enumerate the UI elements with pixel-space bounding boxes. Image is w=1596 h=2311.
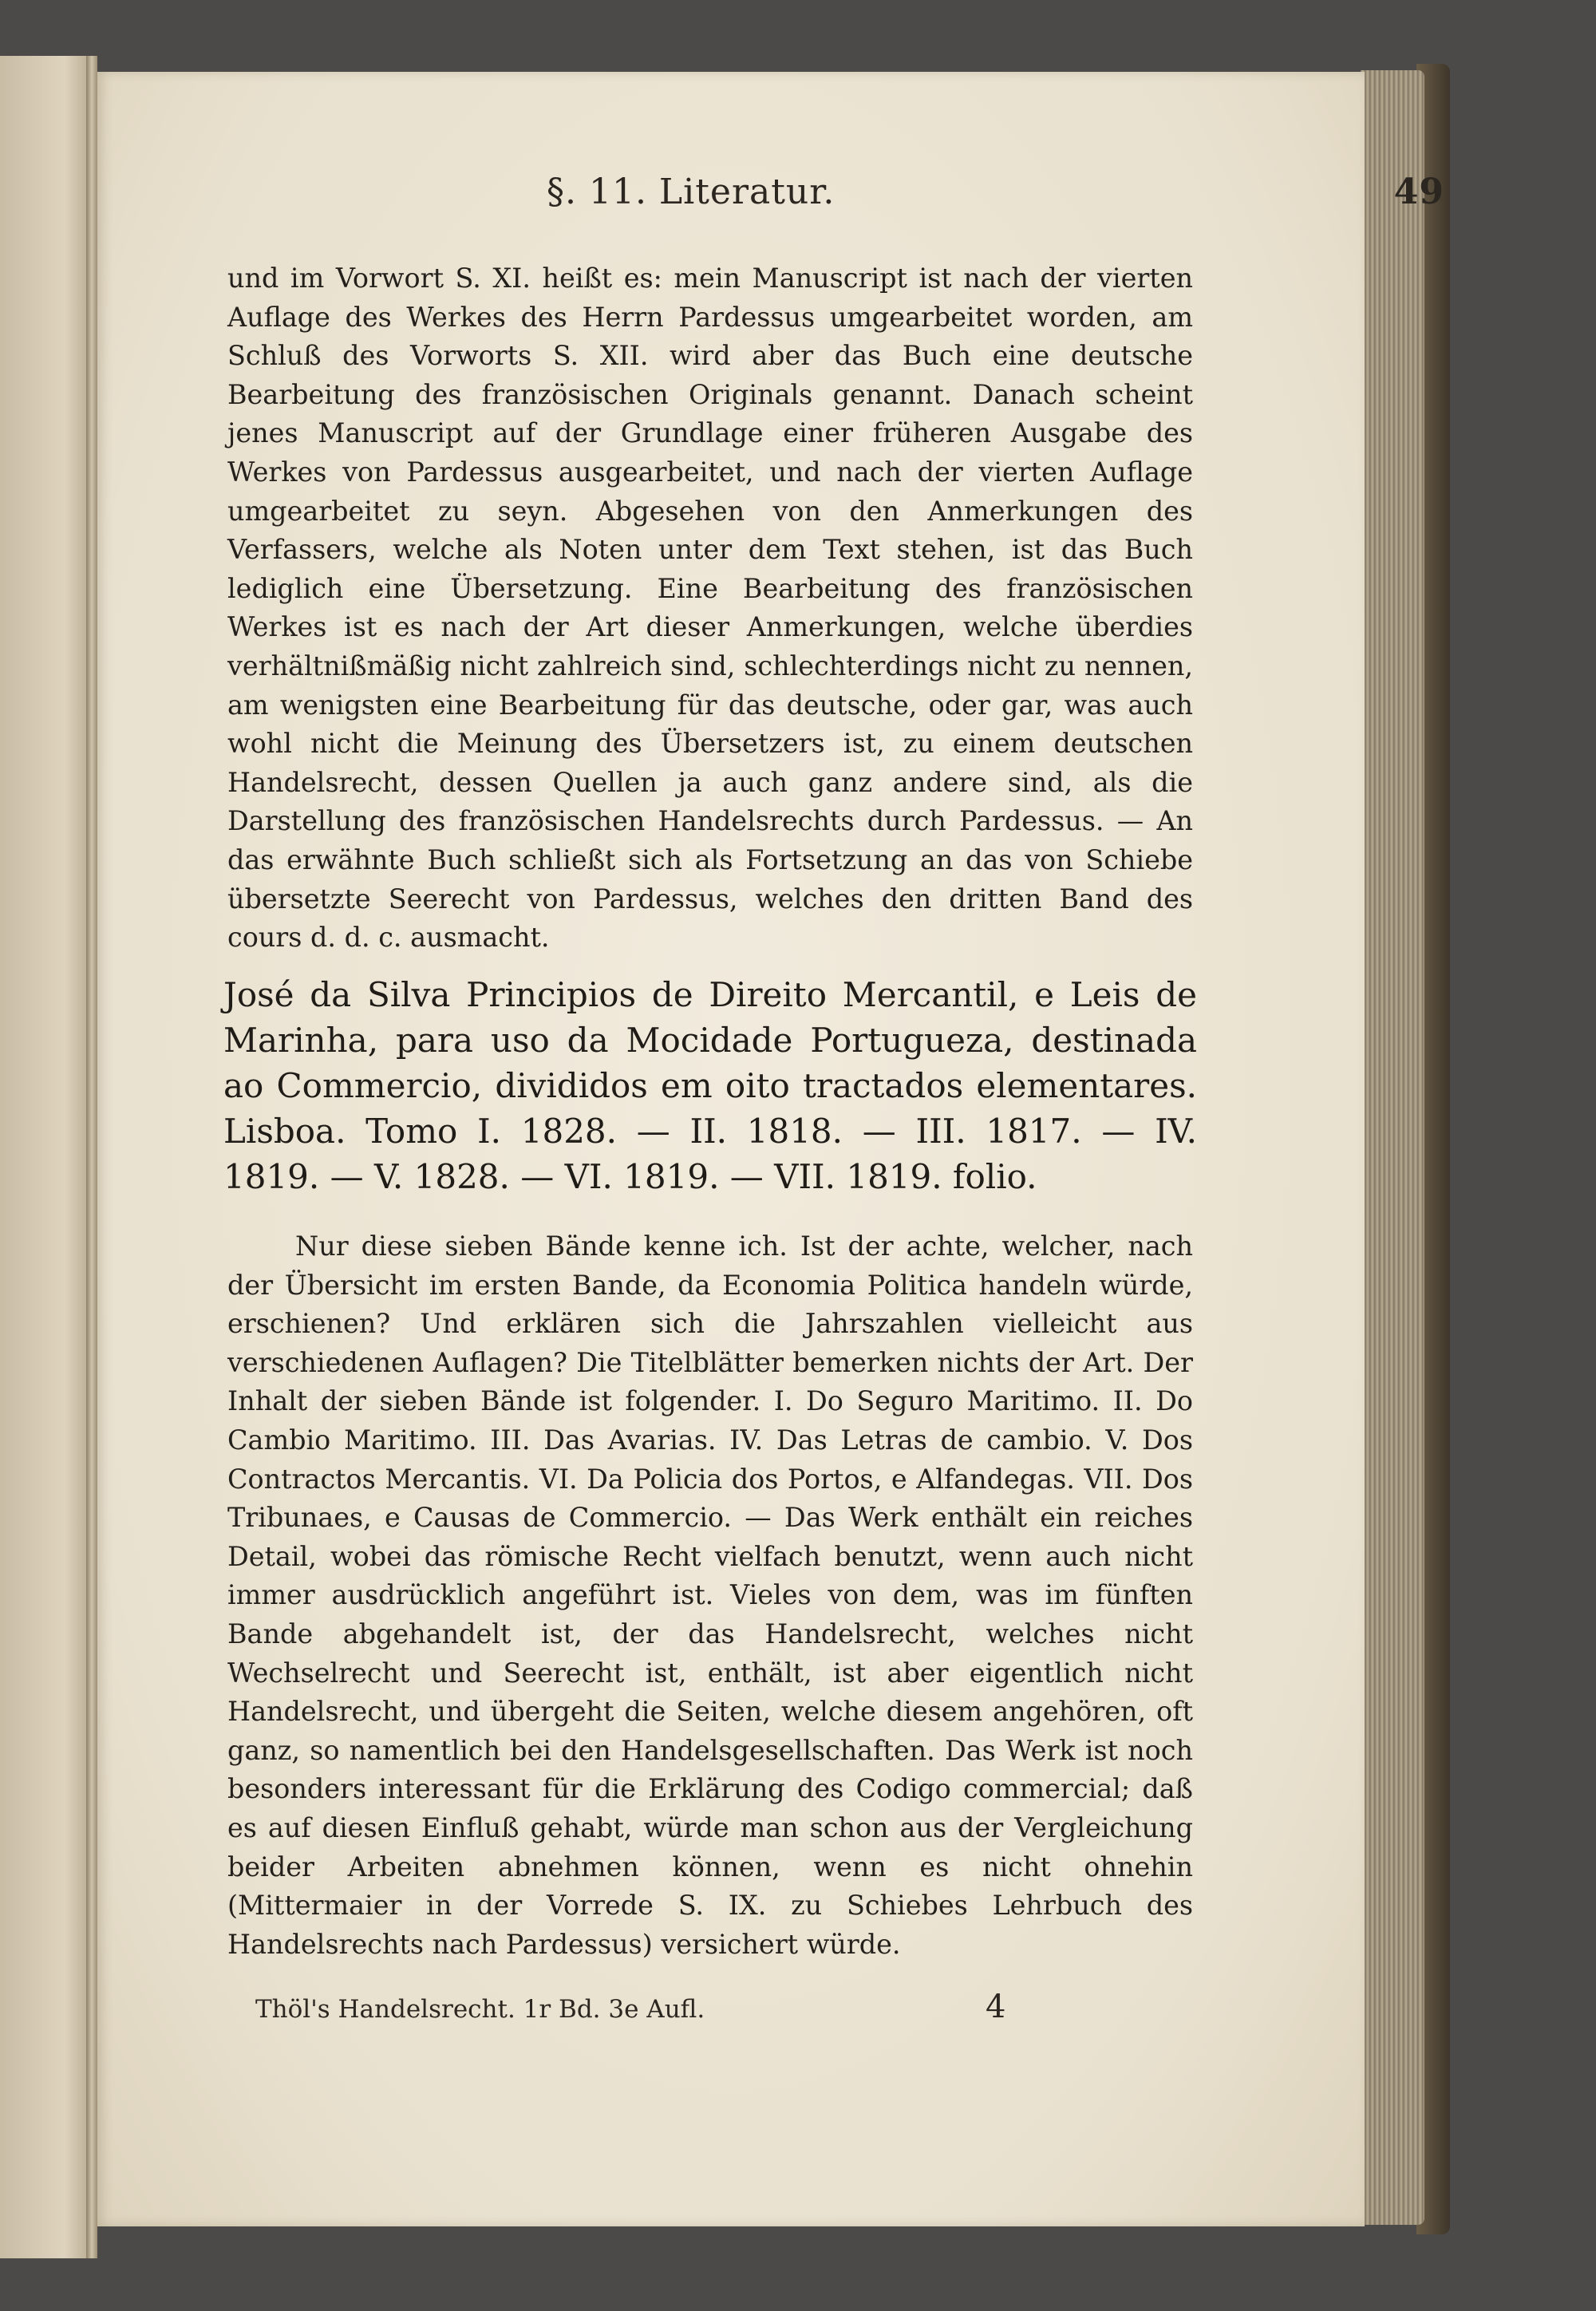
- header-title: §. 11. Literatur.: [547, 172, 836, 212]
- page-stack-edge: [1361, 70, 1424, 2225]
- book-gutter: [86, 56, 97, 2258]
- left-page-edge: [0, 56, 92, 2258]
- page-number: 49: [1393, 172, 1444, 212]
- printer-signature-text: Thöl's Handelsrecht. 1r Bd. 3e Aufl.: [255, 1995, 705, 2024]
- printer-signature-number: 4: [986, 1989, 1006, 2025]
- bibliographic-entry-heading: José da Silva Principios de Direito Mercantil, e Leis de Marinha, para uso da Mocidade Portugueza, destinada ao Commercio, divididos em oito tractados elementares. Lisboa. Tomo I. 1828. — II. 1818. — III. 1817. — IV. 1819. — V. 1828. — VI. 1819. — VII. 1819. folio.: [223, 975, 1197, 1196]
- body-paragraph-2: Nur diese sieben Bände kenne ich. Ist der achte, welcher, nach der Übersicht im ersten Bande, da Economia Politica handeln würde, erschienen? Und erklären sich die Jahrszahlen vielleicht aus verschiedenen Auflagen? Die Titelblätter bemerken nichts der Art. Der Inhalt der sieben Bände ist folgender. I. Do Seguro Maritimo. II. Do Cambio Maritimo. III. Das Avarias. IV. Das Letras de cambio. V. Dos Contractos Mercantis. VI. Da Policia dos Portos, e Alfandegas. VII. Dos Tribunaes, e Causas de Commercio. — Das Werk enthält ein reiches Detail, wobei das römische Recht vielfach benutzt, wenn auch nicht immer ausdrücklich angeführt ist. Vieles von dem, was im fünften Bande abgehandelt ist, der das Handelsrecht, welches nicht Wechselrecht und Seerecht ist, enthält, ist aber eigentlich nicht Handelsrecht, und übergeht die Seiten, welche diesem angehören, oft ganz, so namentlich bei den Handelsgesellschaften. Das Werk ist noch besonders interessant für die Erklärung des Codigo commercial; daß es auf diesen Einfluß gehabt, würde man schon aus der Vergleichung beider Arbeiten abnehmen können, wenn es nicht ohnehin (Mittermaier in der Vorrede S. IX. zu Schiebes Lehrbuch des Handelsrechts nach Pardessus) versichert würde.: [227, 1231, 1193, 1960]
- body-paragraph-1: und im Vorwort S. XI. heißt es: mein Manuscript ist nach der vierten Auflage des Werkes des Herrn Pardessus umgearbeitet worden, am Schluß des Vorworts S. XII. wird aber das Buch eine deutsche Bearbeitung des französischen Originals genannt. Danach scheint jenes Manuscript auf der Grundlage einer früheren Ausgabe des Werkes von Pardessus ausgearbeitet, und nach der vierten Auflage umgearbeitet zu seyn. Abgesehen von den Anmerkungen des Verfassers, welche als Noten unter dem Text stehen, ist das Buch lediglich eine Übersetzung. Eine Bearbeitung des französischen Werkes ist es nach der Art dieser Anmerkungen, welche überdies verhältnißmäßig nicht zahlreich sind, schlechterdings nicht zu nennen, am wenigsten eine Bearbeitung für das deutsche, oder gar, was auch wohl nicht die Meinung des Übersetzers ist, zu einem deutschen Handelsrecht, dessen Quellen ja auch ganz andere sind, als die Darstellung des französischen Handelsrechts durch Pardessus. — An das erwähnte Buch schließt sich als Fortsetzung an das von Schiebe übersetzte Seerecht von Pardessus, welches den dritten Band des cours d. d. c. ausmacht.: [227, 263, 1193, 954]
